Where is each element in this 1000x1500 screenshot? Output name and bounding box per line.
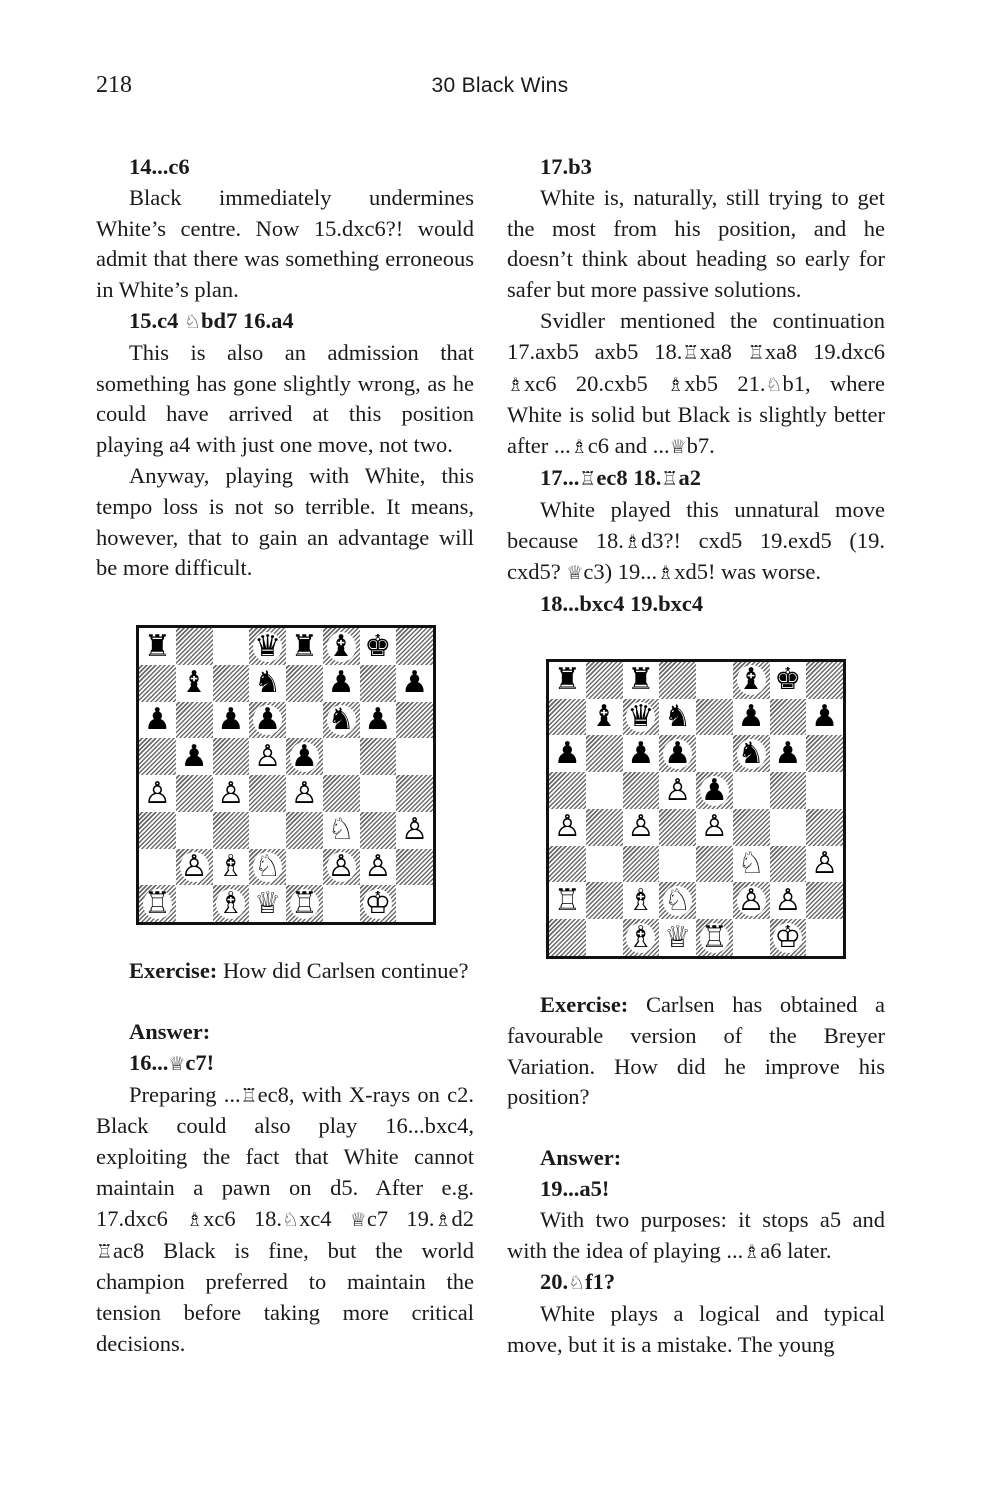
chess-piece: ♞ bbox=[254, 665, 282, 701]
board-square bbox=[139, 665, 176, 702]
chess-piece: ♜ bbox=[290, 628, 318, 664]
move-line: 17...♖ec8 18.♖a2 bbox=[540, 464, 701, 490]
paragraph: Svidler mentioned the continuation 17.axb5 axb5 18.♖xa8 ♖xa8 19.dxc6 ♗xc6 20.cxb5 ♗xb5 21.♘b1, where White is solid but Black is slightly better after ...♗c6 and ...♕b7. bbox=[507, 307, 886, 459]
chess-piece: ♟ bbox=[553, 735, 581, 771]
board-square bbox=[139, 849, 176, 886]
board-square bbox=[360, 702, 397, 739]
bishop-icon: ♗ bbox=[743, 1240, 761, 1263]
board-square bbox=[213, 702, 250, 739]
chess-piece: ♙ bbox=[811, 846, 839, 882]
board-square bbox=[323, 738, 360, 775]
paragraph: White plays a logical and typical move, but it is a mistake. The young bbox=[507, 1301, 885, 1357]
right-column bbox=[507, 152, 885, 1361]
board-square bbox=[323, 775, 360, 812]
board-square bbox=[249, 812, 286, 849]
board-square bbox=[770, 735, 807, 772]
board-square bbox=[323, 849, 360, 886]
board-square bbox=[733, 662, 770, 699]
board-square bbox=[806, 662, 843, 699]
board-square bbox=[176, 738, 213, 775]
chess-piece: ♗ bbox=[217, 885, 245, 921]
paragraph: With two purposes: it stops a5 and with the idea of playing ...♗a6 later. bbox=[507, 1206, 885, 1263]
paragraph: White played this unnatural move because 18.♗d3?! cxd5 19.exd5 (19. cxd5? ♕c3) 19...♗xd5! was worse. bbox=[507, 496, 885, 585]
board-square bbox=[323, 702, 360, 739]
rook-icon: ♖ bbox=[661, 467, 679, 490]
board-square bbox=[396, 702, 433, 739]
chess-piece: ♟ bbox=[774, 735, 802, 771]
board-square bbox=[286, 702, 323, 739]
bishop-icon: ♗ bbox=[667, 373, 685, 396]
chess-piece: ♙ bbox=[180, 849, 208, 885]
move-line: 18...bxc4 19.bxc4 bbox=[540, 591, 704, 617]
move-line: 17.b3 bbox=[540, 154, 592, 179]
board-square bbox=[139, 775, 176, 812]
chess-piece: ♝ bbox=[590, 699, 618, 735]
chess-piece: ♝ bbox=[327, 628, 355, 664]
board-square bbox=[806, 772, 843, 809]
board-square bbox=[360, 775, 397, 812]
board-square bbox=[770, 882, 807, 919]
board-square bbox=[360, 849, 397, 886]
board-square bbox=[696, 699, 733, 736]
board-square bbox=[733, 735, 770, 772]
board-square bbox=[213, 628, 250, 665]
board-square bbox=[623, 662, 660, 699]
exercise: Exercise: How did Carlsen continue? bbox=[129, 958, 469, 984]
board-square bbox=[249, 702, 286, 739]
queen-icon: ♕ bbox=[669, 436, 687, 459]
board-square bbox=[623, 846, 660, 883]
left-column bbox=[96, 152, 474, 1360]
board-square bbox=[806, 809, 843, 846]
chess-piece: ♖ bbox=[290, 885, 318, 921]
rook-icon: ♖ bbox=[96, 1240, 114, 1263]
rook-icon: ♖ bbox=[682, 341, 700, 364]
bishop-icon: ♗ bbox=[623, 530, 641, 553]
board-square bbox=[396, 812, 433, 849]
chess-piece: ♙ bbox=[364, 849, 392, 885]
board-square bbox=[549, 846, 586, 883]
chess-piece: ♙ bbox=[627, 809, 655, 845]
chess-piece: ♙ bbox=[553, 809, 581, 845]
board-square bbox=[733, 772, 770, 809]
chess-piece: ♙ bbox=[700, 809, 728, 845]
bishop-icon: ♗ bbox=[186, 1208, 204, 1231]
board-square bbox=[323, 628, 360, 665]
board-square bbox=[733, 699, 770, 736]
board-square bbox=[659, 699, 696, 736]
board-square bbox=[659, 919, 696, 956]
bishop-icon: ♗ bbox=[570, 436, 588, 459]
chess-piece: ♙ bbox=[774, 882, 802, 918]
chess-piece: ♙ bbox=[327, 849, 355, 885]
board-square bbox=[733, 919, 770, 956]
chess-piece: ♙ bbox=[254, 738, 282, 774]
move-line: 14...c6 bbox=[129, 154, 190, 179]
board-square bbox=[659, 882, 696, 919]
board-square bbox=[696, 809, 733, 846]
board-square bbox=[659, 772, 696, 809]
paragraph: Black immediately undermines White’s centre. Now 15.dxc6?! would admit that there was something erroneous in White’s plan. bbox=[96, 184, 474, 303]
chess-piece: ♔ bbox=[774, 919, 802, 955]
board-square bbox=[286, 812, 323, 849]
board-square bbox=[623, 809, 660, 846]
board-square bbox=[176, 665, 213, 702]
chess-piece: ♟ bbox=[401, 665, 429, 701]
board-square bbox=[586, 662, 623, 699]
board-square bbox=[623, 919, 660, 956]
chess-piece: ♘ bbox=[254, 849, 282, 885]
board-square bbox=[360, 628, 397, 665]
board-square bbox=[176, 775, 213, 812]
chess-piece: ♟ bbox=[811, 699, 839, 735]
board-square bbox=[586, 882, 623, 919]
board-square bbox=[549, 735, 586, 772]
chess-piece: ♙ bbox=[737, 882, 765, 918]
board-square bbox=[286, 849, 323, 886]
chess-diagram-2 bbox=[546, 659, 885, 959]
chess-piece: ♟ bbox=[627, 735, 655, 771]
board-square bbox=[733, 846, 770, 883]
board-square bbox=[696, 846, 733, 883]
board-square bbox=[360, 812, 397, 849]
board-square bbox=[733, 882, 770, 919]
move-line: 16...♕c7! bbox=[129, 1049, 215, 1075]
chess-piece: ♚ bbox=[364, 628, 392, 664]
exercise: Exercise: Carlsen has obtained a favourable version of the Breyer Variation. How did he improve his position? bbox=[507, 991, 885, 1110]
chess-piece: ♘ bbox=[664, 882, 692, 918]
chess-piece: ♙ bbox=[143, 775, 171, 811]
chess-piece: ♞ bbox=[664, 699, 692, 735]
board-square bbox=[249, 885, 286, 922]
board-square bbox=[623, 882, 660, 919]
board-square bbox=[139, 738, 176, 775]
chess-piece: ♖ bbox=[553, 882, 581, 918]
board-square bbox=[586, 699, 623, 736]
board-square bbox=[213, 775, 250, 812]
board-square bbox=[286, 885, 323, 922]
board-square bbox=[323, 812, 360, 849]
board-square bbox=[286, 628, 323, 665]
paragraph: Preparing ...♖ec8, with X-rays on c2. Black could also play 16...bxc4, exploiting the fact that White cannot maintain a pawn on d5. After e.g. 17.dxc6 ♗xc6 18.♘xc4 ♕c7 19.♗d2 ♖ac8 Black is fine, but the world champion preferred to maintain the tension before taking more critical decisions. bbox=[96, 1081, 474, 1356]
move-line: 15.c4 ♘bd7 16.a4 bbox=[129, 307, 294, 333]
chess-piece: ♟ bbox=[664, 735, 692, 771]
chess-piece: ♟ bbox=[327, 665, 355, 701]
chess-piece: ♚ bbox=[774, 662, 802, 698]
chess-piece: ♗ bbox=[627, 882, 655, 918]
board-square bbox=[249, 849, 286, 886]
board-square bbox=[770, 699, 807, 736]
move-line: 19...a5! bbox=[540, 1175, 610, 1201]
board-square bbox=[249, 775, 286, 812]
board-square bbox=[770, 809, 807, 846]
rook-icon: ♖ bbox=[747, 341, 765, 364]
board-square bbox=[323, 885, 360, 922]
board-square bbox=[770, 662, 807, 699]
board-square bbox=[213, 812, 250, 849]
board-square bbox=[696, 919, 733, 956]
chess-piece: ♟ bbox=[180, 738, 208, 774]
knight-icon: ♘ bbox=[282, 1208, 300, 1231]
queen-icon: ♕ bbox=[168, 1052, 186, 1075]
board-square bbox=[323, 665, 360, 702]
answer-label: Answer: bbox=[540, 1145, 622, 1171]
answer-label: Answer: bbox=[129, 1018, 211, 1044]
board-square bbox=[176, 812, 213, 849]
board-square bbox=[623, 735, 660, 772]
board-square bbox=[733, 809, 770, 846]
chess-piece: ♘ bbox=[737, 846, 765, 882]
rook-icon: ♖ bbox=[579, 467, 597, 490]
board-square bbox=[659, 662, 696, 699]
chess-piece: ♞ bbox=[737, 735, 765, 771]
board-square bbox=[586, 846, 623, 883]
chess-piece: ♜ bbox=[143, 628, 171, 664]
board-square bbox=[360, 885, 397, 922]
chess-piece: ♟ bbox=[700, 772, 728, 808]
board-square bbox=[360, 665, 397, 702]
board-square bbox=[139, 628, 176, 665]
chess-piece: ♖ bbox=[700, 919, 728, 955]
board-square bbox=[249, 665, 286, 702]
board-square bbox=[139, 702, 176, 739]
exercise-label: Exercise: bbox=[129, 958, 218, 984]
board-square bbox=[396, 665, 433, 702]
board-square bbox=[396, 738, 433, 775]
board-square bbox=[213, 665, 250, 702]
paragraph: Anyway, playing with White, this tempo loss is not so terrible. It means, however, that to gain an advantage will be more difficult. bbox=[96, 462, 474, 581]
board-square bbox=[659, 846, 696, 883]
bishop-icon: ♗ bbox=[507, 373, 525, 396]
board-square bbox=[623, 699, 660, 736]
chess-piece: ♙ bbox=[664, 772, 692, 808]
chess-piece: ♗ bbox=[627, 919, 655, 955]
board-square bbox=[806, 735, 843, 772]
chess-piece: ♟ bbox=[217, 702, 245, 738]
board-square bbox=[696, 772, 733, 809]
board-square bbox=[249, 628, 286, 665]
board-square bbox=[696, 882, 733, 919]
chess-piece: ♟ bbox=[254, 702, 282, 738]
board-square bbox=[396, 775, 433, 812]
chess-piece: ♕ bbox=[664, 919, 692, 955]
paragraph: This is also an admission that something has gone slightly wrong, as he could have arrived at this position playing a4 with just one move, not two. bbox=[96, 339, 474, 458]
queen-icon: ♕ bbox=[349, 1208, 367, 1231]
board-square bbox=[549, 699, 586, 736]
paragraph: White is, naturally, still trying to get the most from his position, and he doesn’t think about heading so early for safer but more passive solutions. bbox=[507, 184, 885, 303]
board-square bbox=[213, 885, 250, 922]
chess-piece: ♜ bbox=[553, 662, 581, 698]
board-square bbox=[586, 735, 623, 772]
chess-piece: ♘ bbox=[327, 812, 355, 848]
board-square bbox=[549, 919, 586, 956]
board-square bbox=[806, 919, 843, 956]
board-square bbox=[286, 665, 323, 702]
board-square bbox=[586, 919, 623, 956]
board-square bbox=[286, 775, 323, 812]
board-square bbox=[659, 735, 696, 772]
chess-piece: ♕ bbox=[254, 885, 282, 921]
chess-piece: ♞ bbox=[327, 702, 355, 738]
board-square bbox=[213, 849, 250, 886]
board-square bbox=[176, 628, 213, 665]
board-square bbox=[770, 772, 807, 809]
chess-piece: ♟ bbox=[364, 702, 392, 738]
chess-piece: ♙ bbox=[290, 775, 318, 811]
board-square bbox=[806, 882, 843, 919]
knight-icon: ♘ bbox=[184, 310, 202, 333]
board-square bbox=[623, 772, 660, 809]
chess-piece: ♖ bbox=[143, 885, 171, 921]
chess-piece: ♟ bbox=[290, 738, 318, 774]
bishop-icon: ♗ bbox=[434, 1208, 452, 1231]
board-square bbox=[806, 699, 843, 736]
chess-piece: ♗ bbox=[217, 849, 245, 885]
board-square bbox=[549, 882, 586, 919]
board-square bbox=[176, 849, 213, 886]
board-square bbox=[139, 885, 176, 922]
page-number: 218 bbox=[96, 72, 132, 98]
board-square bbox=[176, 885, 213, 922]
chess-piece: ♔ bbox=[364, 885, 392, 921]
knight-icon: ♘ bbox=[765, 373, 783, 396]
chess-piece: ♙ bbox=[217, 775, 245, 811]
knight-icon: ♘ bbox=[568, 1272, 586, 1295]
board-square bbox=[396, 885, 433, 922]
bishop-icon: ♗ bbox=[657, 562, 675, 585]
running-head: 30 Black Wins bbox=[431, 74, 569, 97]
board-square bbox=[249, 738, 286, 775]
chess-piece: ♙ bbox=[401, 812, 429, 848]
exercise-label: Exercise: bbox=[540, 991, 629, 1017]
board-square bbox=[549, 772, 586, 809]
board-square bbox=[806, 846, 843, 883]
chess-piece: ♝ bbox=[737, 662, 765, 698]
board-square bbox=[396, 628, 433, 665]
board-square bbox=[659, 809, 696, 846]
chess-piece: ♛ bbox=[254, 628, 282, 664]
board-square bbox=[176, 702, 213, 739]
move-line: 20.♘f1? bbox=[540, 1269, 616, 1295]
board-square bbox=[213, 738, 250, 775]
chess-piece: ♟ bbox=[737, 699, 765, 735]
board-square bbox=[360, 738, 397, 775]
board-square bbox=[586, 809, 623, 846]
queen-icon: ♕ bbox=[566, 562, 584, 585]
board-square bbox=[549, 809, 586, 846]
board-square bbox=[770, 846, 807, 883]
chess-piece: ♛ bbox=[627, 699, 655, 735]
board-square bbox=[396, 849, 433, 886]
rook-icon: ♖ bbox=[240, 1084, 258, 1107]
board-square bbox=[770, 919, 807, 956]
board-square bbox=[696, 735, 733, 772]
board-square bbox=[586, 772, 623, 809]
board-square bbox=[696, 662, 733, 699]
chess-piece: ♟ bbox=[143, 702, 171, 738]
chess-piece: ♝ bbox=[180, 665, 208, 701]
chess-piece: ♜ bbox=[627, 662, 655, 698]
board-square bbox=[139, 812, 176, 849]
board-square bbox=[549, 662, 586, 699]
chess-diagram-1 bbox=[136, 625, 474, 925]
board-square bbox=[286, 738, 323, 775]
